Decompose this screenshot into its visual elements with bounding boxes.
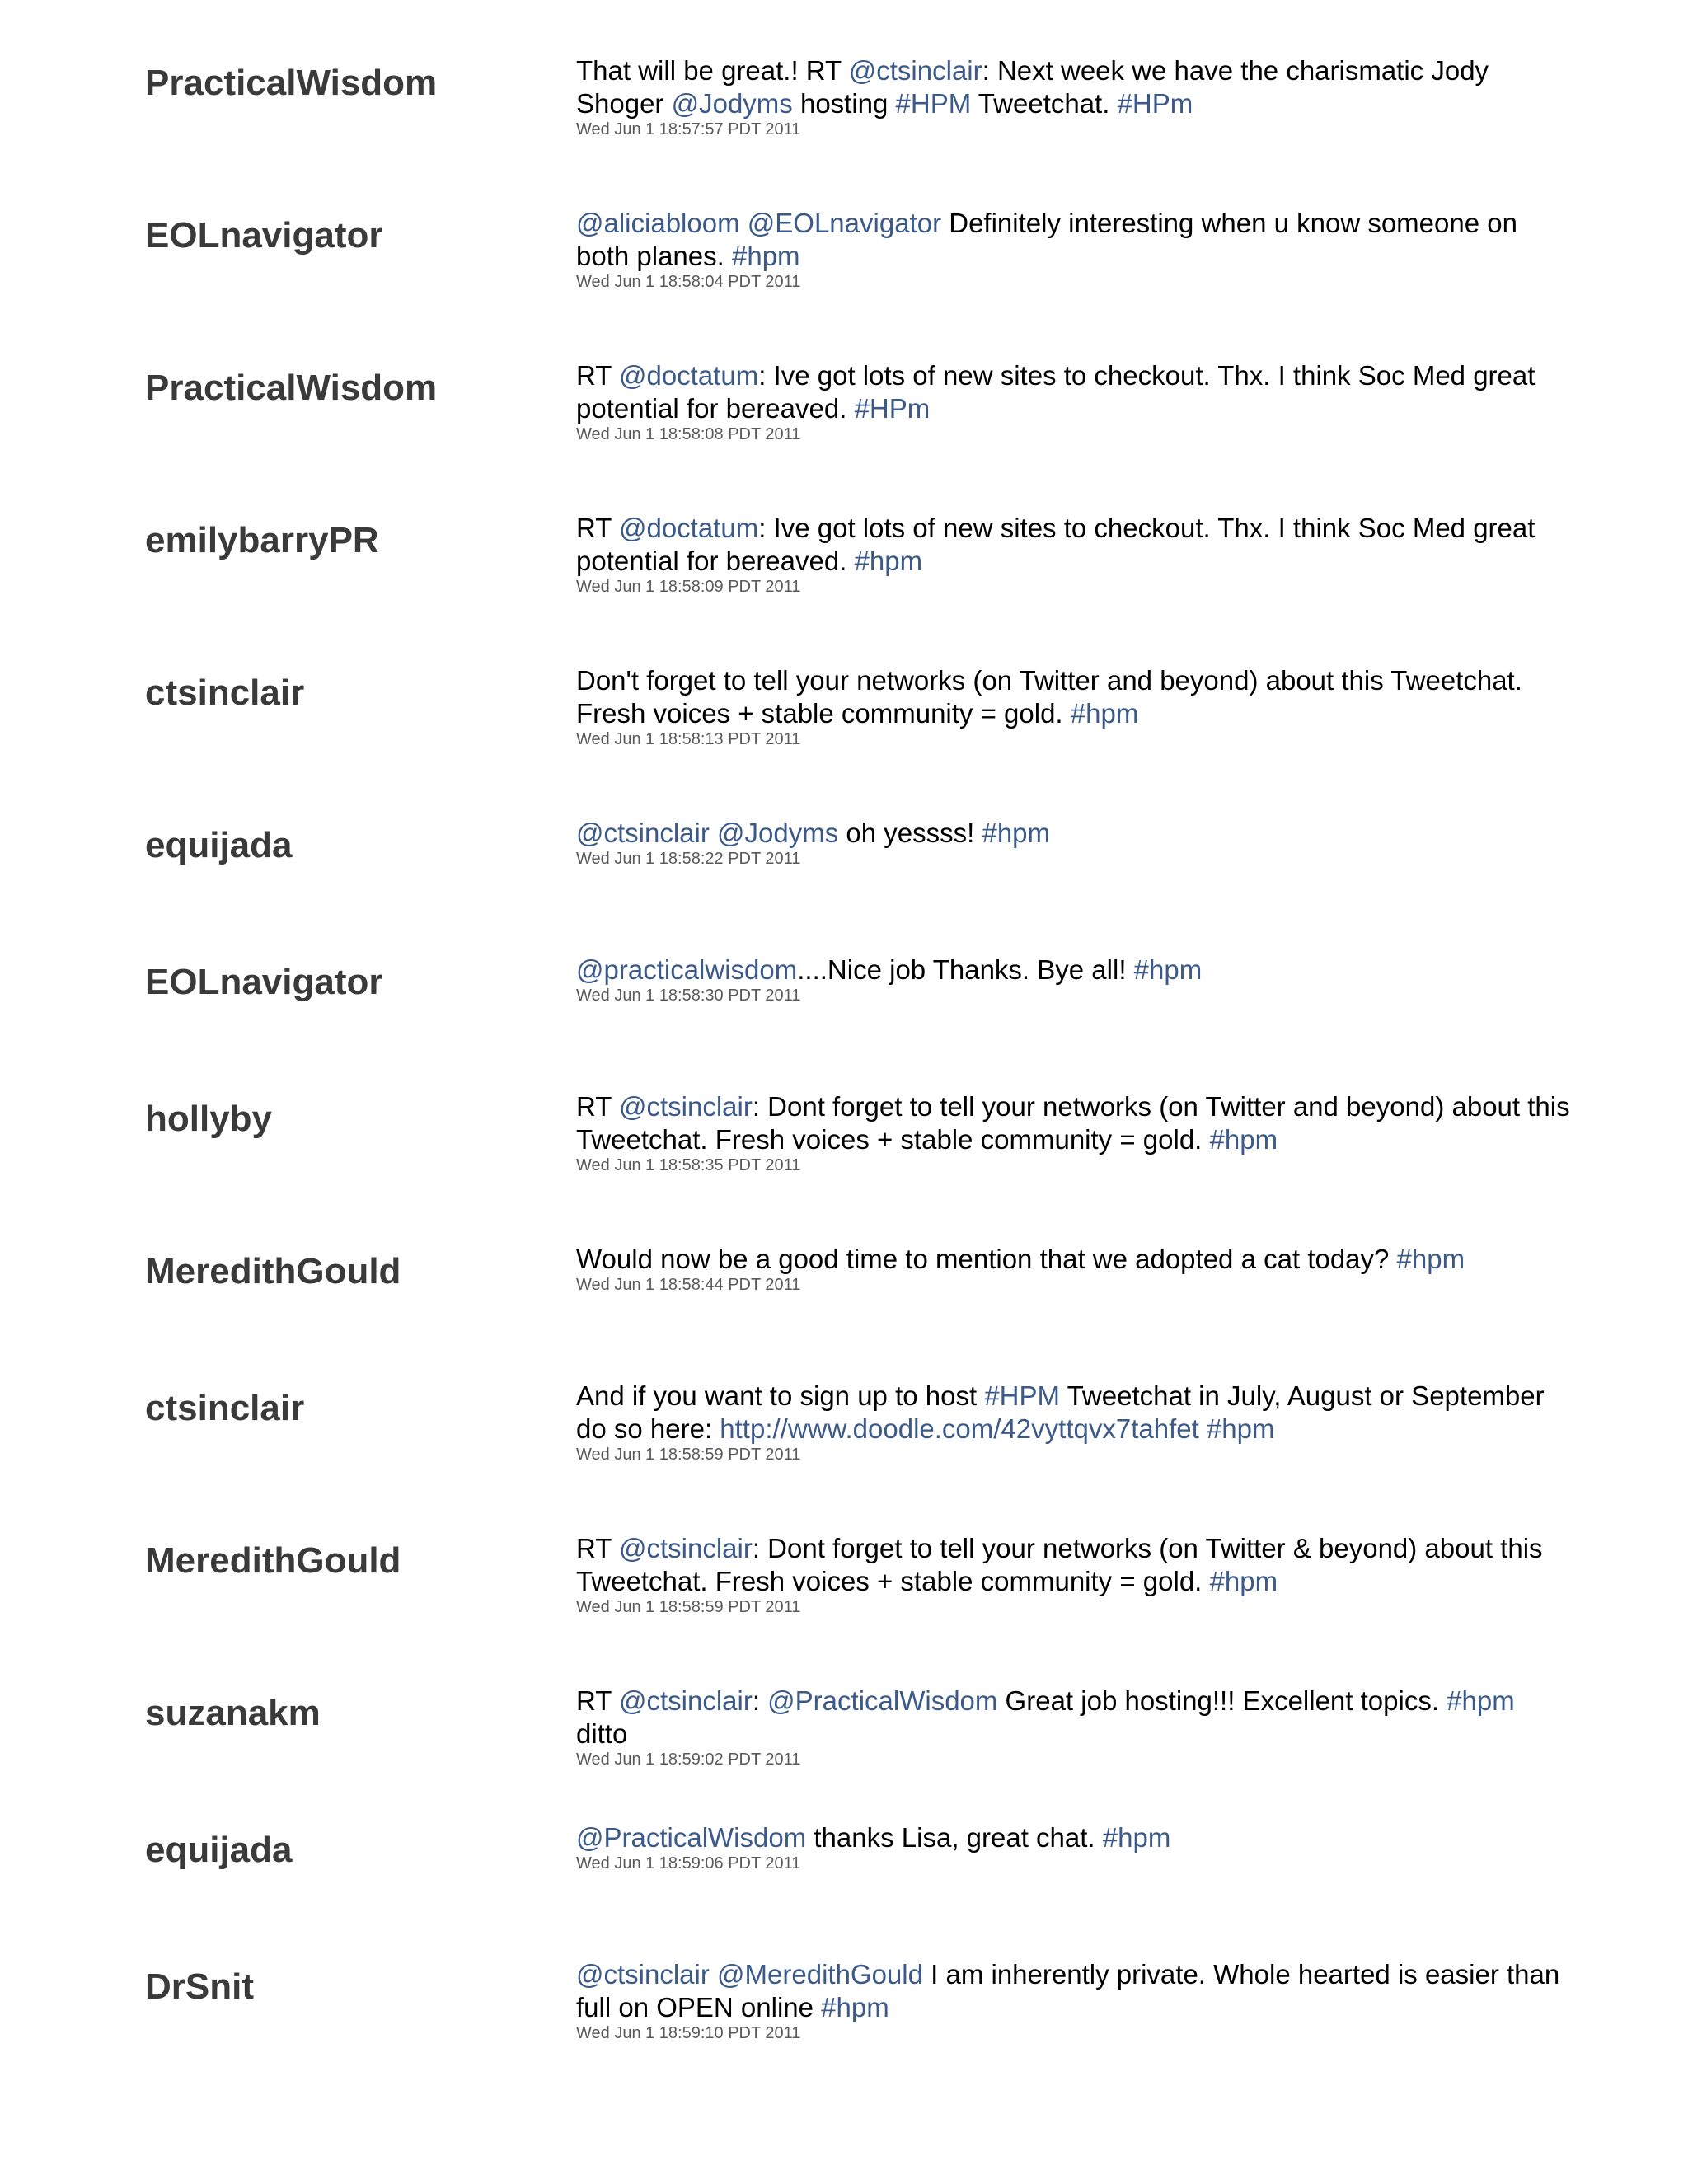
hashtag-link[interactable]: #hpm <box>1209 1124 1278 1155</box>
tweet-text-segment: RT <box>576 1685 619 1716</box>
mention-link[interactable]: @doctatum <box>618 360 759 391</box>
hashtag-link[interactable]: #HPm <box>854 393 931 424</box>
hashtag-link[interactable]: #hpm <box>1396 1244 1465 1274</box>
tweet-text-segment: oh yessss! <box>838 818 982 848</box>
tweet-text-segment: : Dont forget to tell your networks (on Twitter & beyond) about this Tweetchat. Fresh voices + stable community = gold. <box>576 1533 1543 1596</box>
tweet-timestamp: Wed Jun 1 18:58:59 PDT 2011 <box>576 1598 801 1616</box>
tweet-text-segment <box>710 1959 717 1990</box>
tweet-text-segment: ....Nice job Thanks. Bye all! <box>797 954 1134 985</box>
hashtag-link[interactable]: #hpm <box>1447 1685 1515 1716</box>
tweet-text-segment: I am inherently private. Whole hearted is easier than full on OPEN online <box>576 1959 1560 2022</box>
hashtag-link[interactable]: #hpm <box>1206 1413 1275 1444</box>
tweet-text <box>576 1532 1573 1598</box>
tweet-body <box>576 954 1573 1006</box>
tweet-body <box>576 1821 1573 1874</box>
hashtag-link[interactable]: #hpm <box>1102 1822 1171 1853</box>
tweet-text <box>576 1685 1573 1750</box>
tweet-text-segment <box>740 208 748 238</box>
tweet-author[interactable]: PracticalWisdom <box>145 368 438 408</box>
tweet-body <box>576 1958 1573 2044</box>
hashtag-link[interactable]: #HPM <box>984 1380 1060 1411</box>
mention-link[interactable]: @ctsinclair <box>618 1091 753 1122</box>
tweet-text-segment: Great job hosting!!! Excellent topics. <box>997 1685 1447 1716</box>
tweet-author[interactable]: DrSnit <box>145 1966 254 2007</box>
tweet-timestamp: Wed Jun 1 18:58:08 PDT 2011 <box>576 425 801 443</box>
mention-link[interactable]: @MeredithGould <box>717 1959 923 1990</box>
tweet-text-segment: : Ive got lots of new sites to checkout. Thx. I think Soc Med great potential for bereaved. <box>576 513 1536 576</box>
tweet-body <box>576 664 1573 750</box>
tweet-text-segment: RT <box>576 1533 619 1563</box>
tweet-text <box>576 512 1573 578</box>
tweet-text <box>576 359 1573 425</box>
mention-link[interactable]: @Jodyms <box>671 88 793 119</box>
tweet-text-segment: ditto <box>576 1718 628 1749</box>
tweet-text-segment: Definitely interesting when u know someone on both planes. <box>576 208 1517 271</box>
hashtag-link[interactable]: #hpm <box>731 241 800 271</box>
tweet-timestamp: Wed Jun 1 18:58:35 PDT 2011 <box>576 1156 801 1174</box>
mention-link[interactable]: @ctsinclair <box>576 1959 710 1990</box>
hashtag-link[interactable]: #hpm <box>1133 954 1203 985</box>
tweet-text <box>576 207 1573 273</box>
tweet-text <box>576 1243 1573 1276</box>
hashtag-link[interactable]: #HPM <box>895 88 972 119</box>
hashtag-link[interactable]: #hpm <box>982 818 1051 848</box>
tweet-text-segment: Tweetchat. <box>971 88 1118 119</box>
tweet-text-segment: RT <box>576 513 619 543</box>
tweet-author[interactable]: MeredithGould <box>145 1251 401 1291</box>
tweet-author[interactable]: MeredithGould <box>145 1540 401 1581</box>
hashtag-link[interactable]: #hpm <box>854 546 923 576</box>
tweet-body <box>576 1685 1573 1770</box>
tweet-timestamp: Wed Jun 1 18:58:13 PDT 2011 <box>576 730 801 748</box>
tweet-text-segment: Would now be a good time to mention that we adopted a cat today? <box>576 1244 1397 1274</box>
tweet-text-segment: : Next week we have the charismatic Jody Shoger <box>576 55 1489 119</box>
tweet-text <box>576 954 1573 987</box>
tweet-timestamp: Wed Jun 1 18:58:04 PDT 2011 <box>576 273 801 291</box>
mention-link[interactable]: @PracticalWisdom <box>576 1822 807 1853</box>
tweet-text <box>576 1090 1573 1156</box>
tweet-text <box>576 1958 1573 2024</box>
tweet-timestamp: Wed Jun 1 18:58:59 PDT 2011 <box>576 1446 801 1464</box>
tweet-author[interactable]: hollyby <box>145 1099 273 1139</box>
hashtag-link[interactable]: #HPm <box>1117 88 1193 119</box>
tweet-timestamp: Wed Jun 1 18:59:02 PDT 2011 <box>576 1750 801 1769</box>
tweet-author[interactable]: ctsinclair <box>145 1388 305 1428</box>
tweet-body <box>576 54 1573 140</box>
tweet-author[interactable]: suzanakm <box>145 1693 321 1733</box>
tweet-body <box>576 207 1573 293</box>
mention-link[interactable]: @practicalwisdom <box>576 954 798 985</box>
mention-link[interactable]: @PracticalWisdom <box>767 1685 998 1716</box>
url-link[interactable]: http://www.doodle.com/42vyttqvx7tahfet <box>720 1413 1199 1444</box>
tweet-timestamp: Wed Jun 1 18:58:09 PDT 2011 <box>576 578 801 596</box>
tweet-timestamp: Wed Jun 1 18:58:44 PDT 2011 <box>576 1276 801 1294</box>
mention-link[interactable]: @EOLnavigator <box>747 208 942 238</box>
tweet-text-segment: Don't forget to tell your networks (on Twitter and beyond) about this Tweetchat. Fresh voices + stable community = gold. <box>576 665 1522 729</box>
tweet-text-segment <box>1199 1413 1207 1444</box>
tweet-timestamp: Wed Jun 1 18:58:30 PDT 2011 <box>576 987 801 1005</box>
tweet-text-segment: hosting <box>792 88 896 119</box>
mention-link[interactable]: @ctsinclair <box>576 818 710 848</box>
tweet-timestamp: Wed Jun 1 18:59:10 PDT 2011 <box>576 2024 801 2042</box>
tweet-text <box>576 1380 1573 1446</box>
tweet-timestamp: Wed Jun 1 18:59:06 PDT 2011 <box>576 1854 801 1872</box>
hashtag-link[interactable]: #hpm <box>821 1992 889 2022</box>
tweet-author[interactable]: EOLnavigator <box>145 962 383 1002</box>
tweet-author[interactable]: ctsinclair <box>145 673 305 713</box>
tweet-text-segment: Tweetchat in July, August or September do so here: <box>576 1380 1545 1444</box>
tweet-text-segment <box>710 818 717 848</box>
mention-link[interactable]: @ctsinclair <box>618 1533 753 1563</box>
tweet-text-segment: : Ive got lots of new sites to checkout. Thx. I think Soc Med great potential for bereaved. <box>576 360 1536 424</box>
tweet-author[interactable]: PracticalWisdom <box>145 63 438 103</box>
mention-link[interactable]: @ctsinclair <box>848 55 982 86</box>
hashtag-link[interactable]: #hpm <box>1209 1566 1278 1596</box>
tweet-author[interactable]: equijada <box>145 825 293 865</box>
mention-link[interactable]: @doctatum <box>618 513 759 543</box>
tweet-body <box>576 1090 1573 1176</box>
tweet-text-segment: And if you want to sign up to host <box>576 1380 985 1411</box>
tweet-author[interactable]: EOLnavigator <box>145 215 383 255</box>
tweet-timestamp: Wed Jun 1 18:57:57 PDT 2011 <box>576 120 801 138</box>
tweet-body <box>576 1532 1573 1618</box>
tweet-text <box>576 1821 1573 1854</box>
mention-link[interactable]: @Jodyms <box>717 818 839 848</box>
tweet-body <box>576 1380 1573 1465</box>
mention-link[interactable]: @ctsinclair <box>618 1685 753 1716</box>
tweet-body <box>576 1243 1573 1296</box>
tweet-body <box>576 512 1573 598</box>
hashtag-link[interactable]: #hpm <box>1070 698 1139 729</box>
tweet-author[interactable]: emilybarryPR <box>145 520 379 560</box>
tweet-text-segment: thanks Lisa, great chat. <box>806 1822 1103 1853</box>
tweet-timestamp: Wed Jun 1 18:58:22 PDT 2011 <box>576 850 801 868</box>
tweet-text <box>576 54 1573 120</box>
tweet-text-segment: : Dont forget to tell your networks (on Twitter and beyond) about this Tweetchat. Fresh voices + stable community = gold. <box>576 1091 1570 1155</box>
tweet-text-segment: RT <box>576 1091 619 1122</box>
tweet-author[interactable]: equijada <box>145 1830 293 1870</box>
tweet-text <box>576 664 1573 730</box>
tweet-text <box>576 817 1573 850</box>
tweet-text-segment: RT <box>576 360 619 391</box>
mention-link[interactable]: @aliciabloom <box>576 208 740 238</box>
tweet-text-segment: : <box>752 1685 768 1716</box>
tweet-text-segment: That will be great.! RT <box>576 55 849 86</box>
tweet-body <box>576 817 1573 869</box>
tweet-body <box>576 359 1573 445</box>
